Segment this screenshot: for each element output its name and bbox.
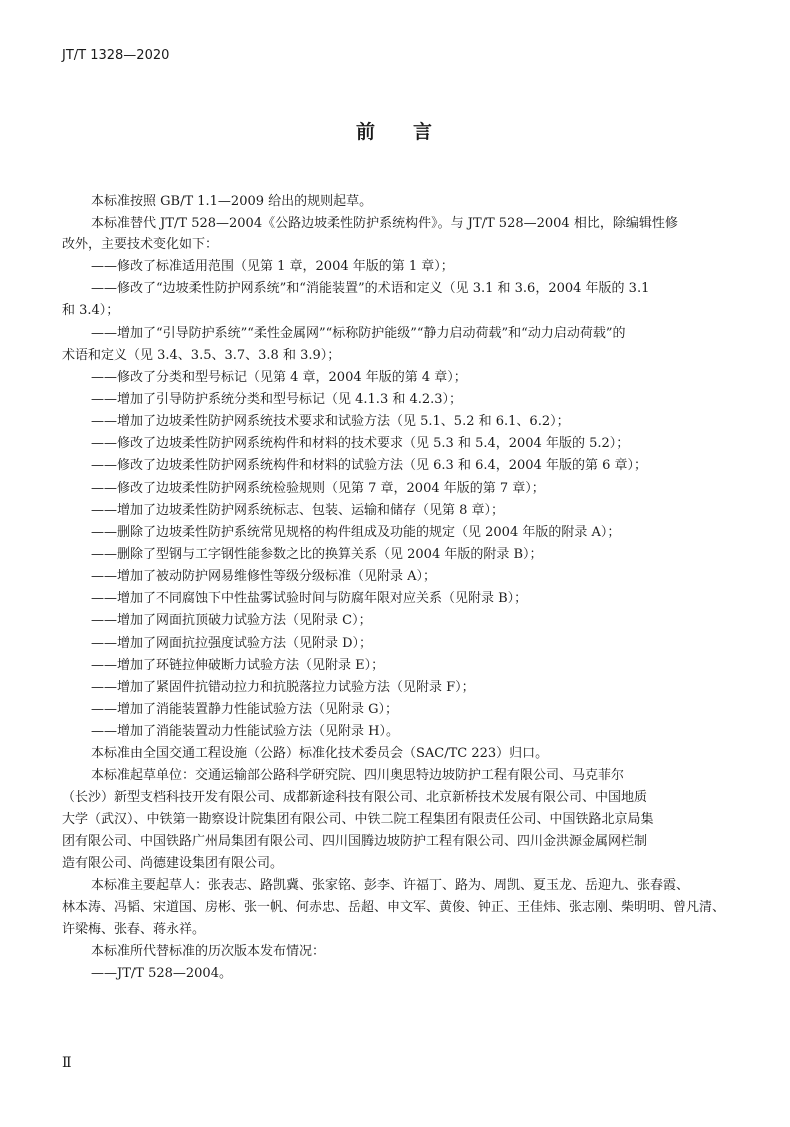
text-line: ——增加了引导防护系统分类和型号标记（见 4.1.3 和 4.2.3）； xyxy=(91,392,463,407)
text-line: ——增加了网面抗顶破力试验方法（见附录 C）； xyxy=(91,613,372,628)
text-line: 本标准由全国交通工程设施（公路）标准化技术委员会（SAC/TC 223）归口。 xyxy=(91,746,549,761)
text-line: ——修改了边坡柔性防护网系统构件和材料的技术要求（见 5.3 和 5.4，2004 年版的 5.2）； xyxy=(91,436,630,451)
text-line: ——删除了型钢与工字钢性能参数之比的换算关系（见 2004 年版的附录 B）； xyxy=(91,547,543,562)
text-line: 大学（武汉）、中铁第一勘察设计院集团有限公司、中铁二院工程集团有限责任公司、中国铁路北京局集 xyxy=(62,812,654,827)
title-char-1: 前 xyxy=(355,121,377,143)
title-char-2: 言 xyxy=(413,121,435,143)
text-line: （长沙）新型支档科技开发有限公司、成都新途科技有限公司、北京新桥技术发展有限公司、中国地质 xyxy=(62,790,648,805)
text-line: ——增加了网面抗拉强度试验方法（见附录 D）； xyxy=(91,636,373,651)
document-code: JT/T 1328—2020 xyxy=(62,48,170,63)
text-line: ——修改了标准适用范围（见第 1 章，2004 年版的第 1 章）； xyxy=(91,259,454,274)
text-line: 本标准起草单位：交通运输部公路科学研究院、四川奥思特边坡防护工程有限公司、马克菲尔 xyxy=(91,768,625,783)
text-line: ——增加了消能装置静力性能试验方法（见附录 G）； xyxy=(91,702,399,717)
text-line: ——JT/T 528—2004。 xyxy=(91,966,232,981)
text-line: ——修改了“边坡柔性防护网系统”和“消能装置”的术语和定义（见 3.1 和 3.6，2004 年版的 3.1 xyxy=(91,281,650,296)
page-title xyxy=(0,117,790,144)
text-line: ——增加了紧固件抗错动拉力和抗脱落拉力试验方法（见附录 F）； xyxy=(91,680,475,695)
text-line: 本标准按照 GB/T 1.1—2009 给出的规则起草。 xyxy=(91,194,373,209)
text-line: ——增加了环链拉伸破断力试验方法（见附录 E）； xyxy=(91,658,385,673)
text-line: ——修改了边坡柔性防护网系统构件和材料的试验方法（见 6.3 和 6.4，2004 年版的第 6 章）； xyxy=(91,458,647,473)
text-line: 术语和定义（见 3.4、3.5、3.7、3.8 和 3.9）； xyxy=(62,348,341,363)
text-line: 林本涛、冯韬、宋道国、房彬、张一帆、何赤忠、岳超、申文军、黄俊、钟正、王佳炜、张志刚、柴明明、曾凡清、 xyxy=(62,900,726,915)
text-line: ——增加了被动防护网易维修性等级分级标准（见附录 A）； xyxy=(91,569,437,584)
text-line: 许梁梅、张春、蒋永祥。 xyxy=(62,922,206,937)
text-line: ——增加了“引导防护系统”“柔性金属网”“标称防护能级”“静力启动荷载”和“动力启动荷载”的 xyxy=(91,326,626,341)
text-line: ——删除了边坡柔性防护系统常见规格的构件组成及功能的规定（见 2004 年版的附录 A）； xyxy=(91,525,621,540)
text-line: 本标准替代 JT/T 528—2004《公路边坡柔性防护系统构件》。与 JT/T 528—2004 相比，除编辑性修 xyxy=(91,216,678,231)
text-line: ——增加了边坡柔性防护网系统标志、包装、运输和储存（见第 8 章）； xyxy=(91,503,505,518)
text-line: 和 3.4）； xyxy=(62,303,120,318)
text-line: 改外，主要技术变化如下： xyxy=(62,237,219,252)
page-number: Ⅱ xyxy=(62,1055,72,1071)
text-line: ——修改了分类和型号标记（见第 4 章，2004 年版的第 4 章）； xyxy=(91,370,467,385)
text-line: 本标准主要起草人：张表志、路凯冀、张家铭、彭李、许福丁、路为、周凯、夏玉龙、岳迎九、张春霞、 xyxy=(91,878,690,893)
text-line: ——增加了消能装置动力性能试验方法（见附录 H）。 xyxy=(91,724,399,739)
text-line: 团有限公司、中国铁路广州局集团有限公司、四川国腾边坡防护工程有限公司、四川金洪源金属网栏制 xyxy=(62,834,648,849)
text-line: ——增加了不同腐蚀下中性盐雾试验时间与防腐年限对应关系（见附录 B）； xyxy=(91,591,528,606)
text-line: 造有限公司、尚德建设集团有限公司。 xyxy=(62,856,284,871)
text-line: ——修改了边坡柔性防护网系统检验规则（见第 7 章，2004 年版的第 7 章）； xyxy=(91,481,545,496)
text-line: 本标准所代替标准的历次版本发布情况： xyxy=(91,944,326,959)
text-line: ——增加了边坡柔性防护网系统技术要求和试验方法（见 5.1、5.2 和 6.1、6.2）； xyxy=(91,414,570,429)
